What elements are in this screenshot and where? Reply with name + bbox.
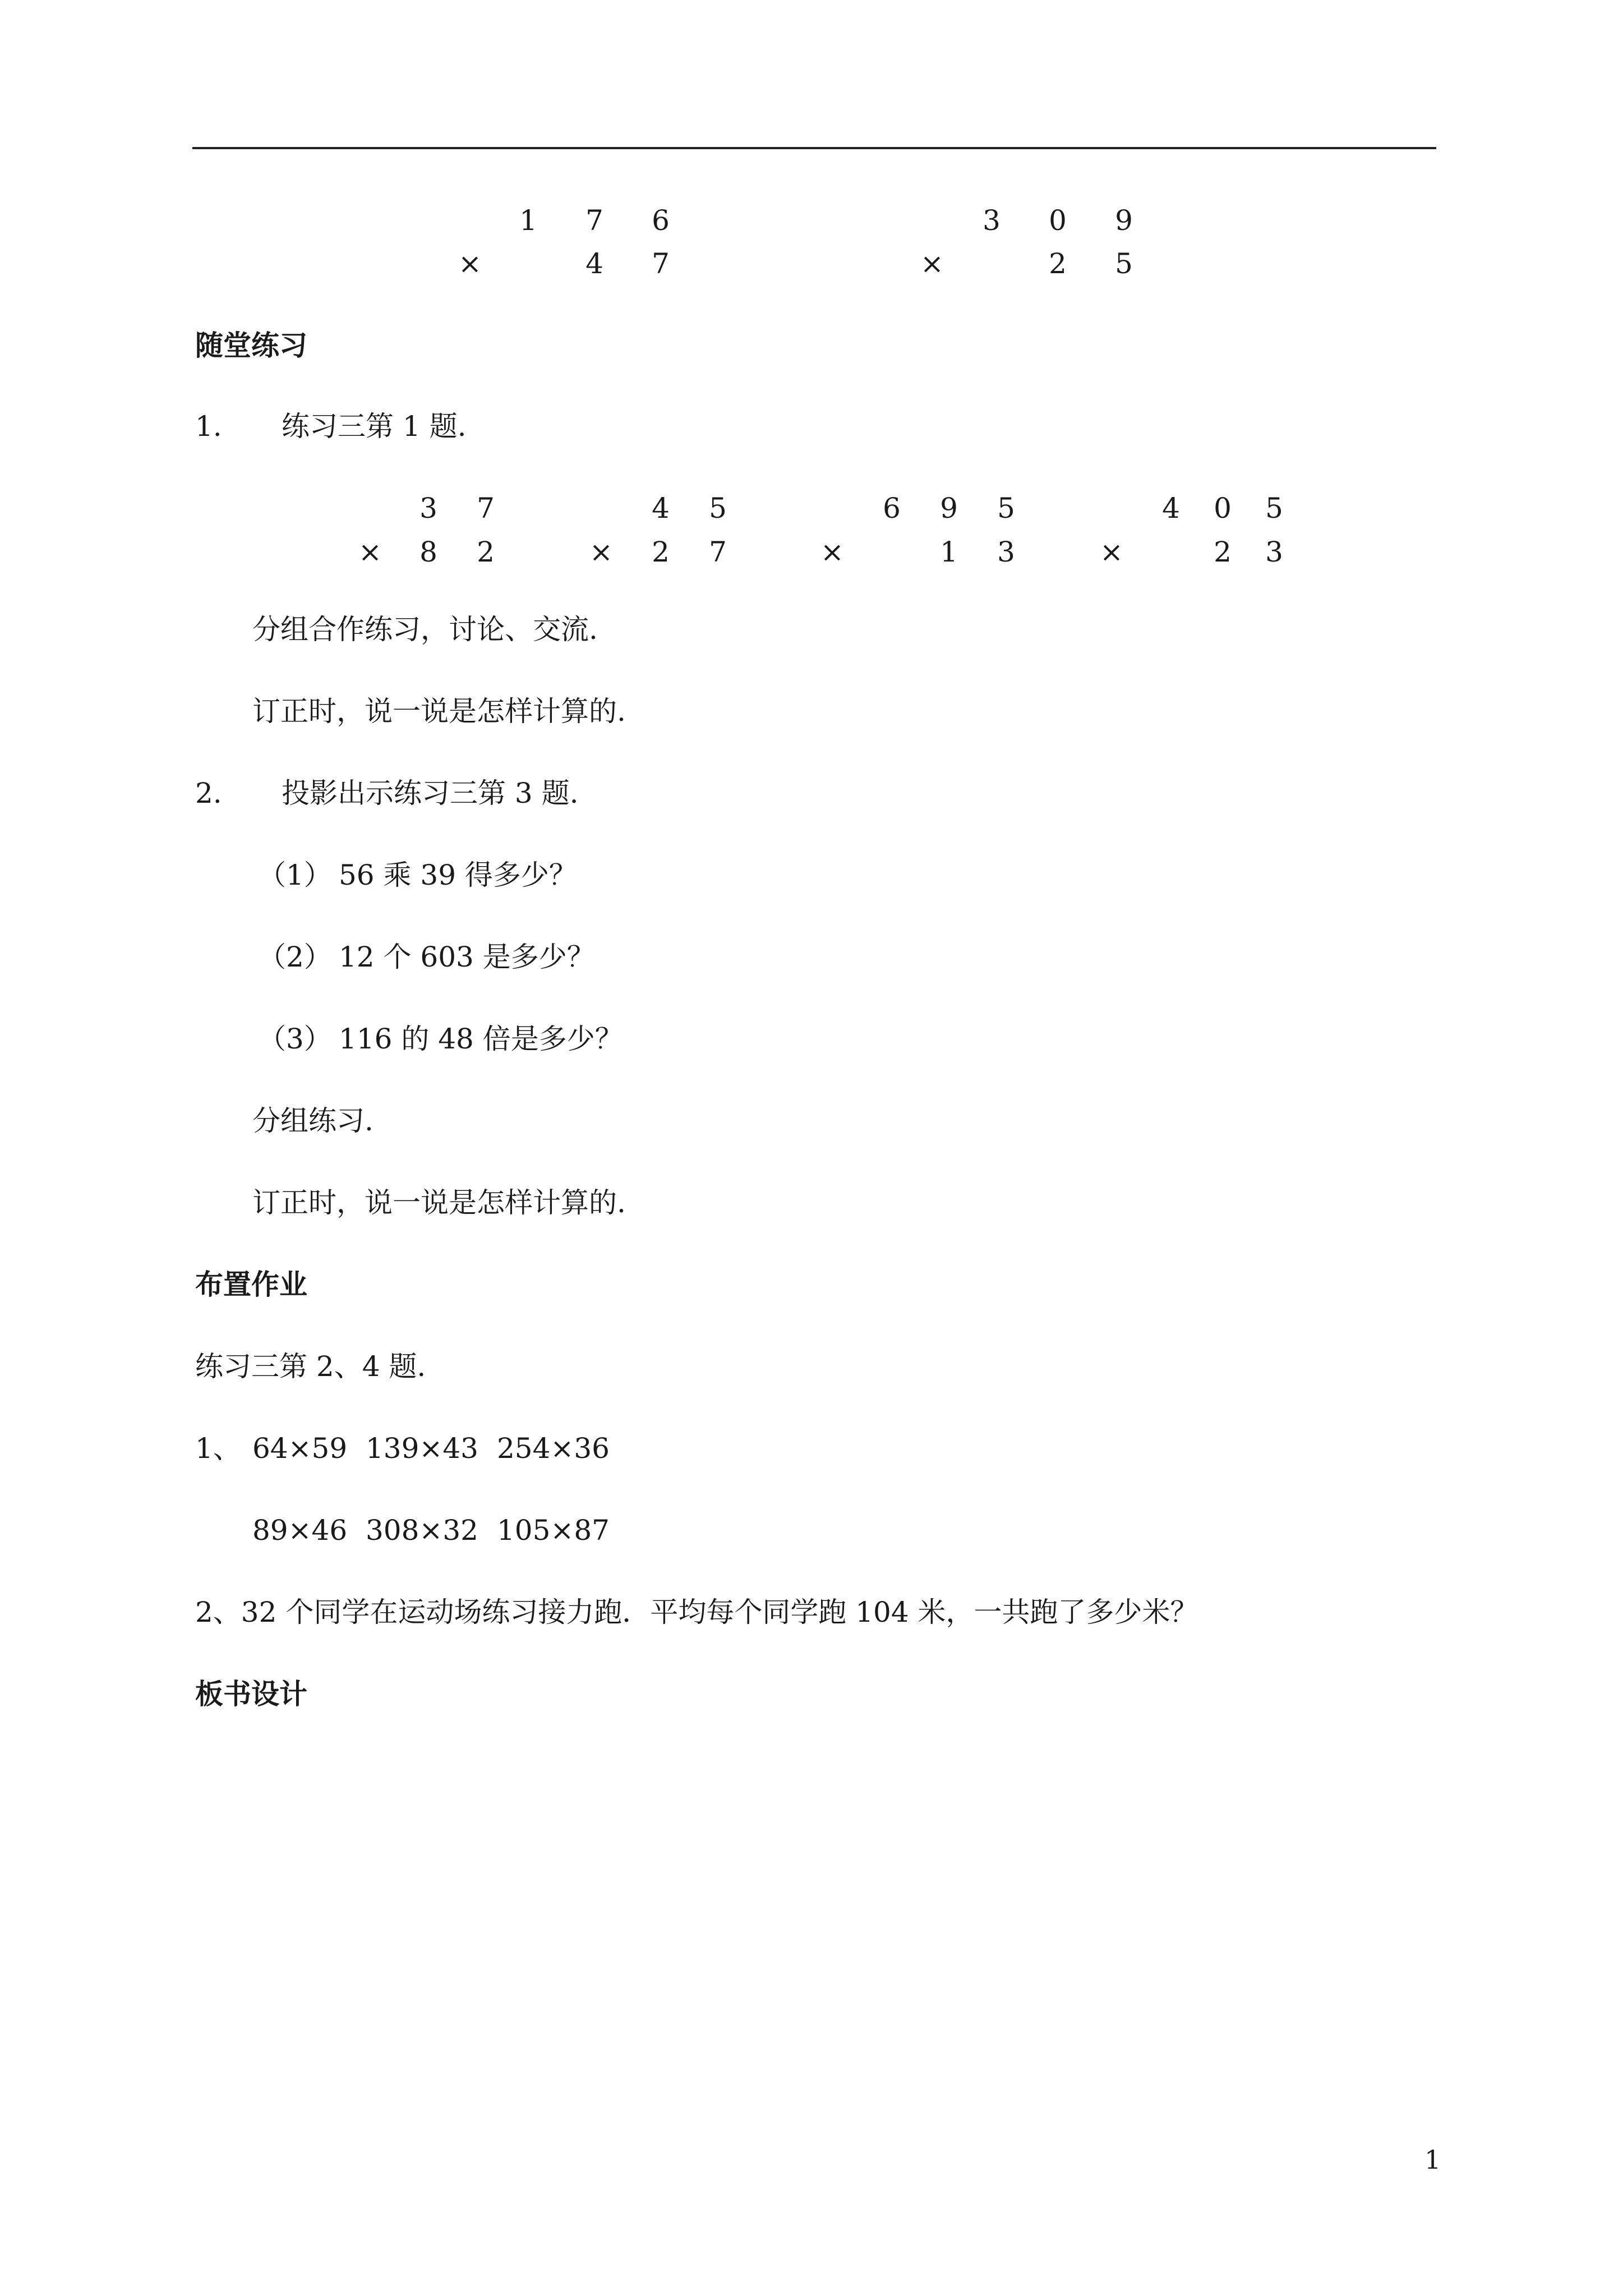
times-sign: × [920, 247, 944, 280]
digit: 2 [477, 536, 495, 568]
q2-item-1-label: （1） [258, 859, 332, 891]
digit: 4 [652, 492, 670, 524]
digit: 7 [709, 536, 727, 568]
digit: 2 [1049, 247, 1067, 280]
page-number: 1 [1424, 2145, 1441, 2175]
q2-note-group-practice: 分组练习. [252, 1105, 374, 1137]
digit: 4 [585, 247, 603, 280]
homework-1-expr: 105×87 [497, 1514, 610, 1547]
digit: 7 [477, 492, 495, 524]
digit: 3 [1265, 536, 1283, 568]
question-1-text: 练习三第 1 题. [282, 410, 467, 443]
digit: 0 [1214, 492, 1232, 524]
digit: 5 [1115, 247, 1133, 280]
digit: 1 [519, 204, 537, 237]
question-2-number: 2. [195, 777, 222, 809]
digit: 1 [940, 536, 958, 568]
times-sign: × [458, 247, 482, 280]
homework-1-expr: 254×36 [497, 1432, 610, 1465]
q2-item-3-text: 116 的 48 倍是多少？ [339, 1023, 623, 1055]
digit: 3 [983, 204, 1000, 237]
homework-1-expr: 64×59 [252, 1432, 348, 1465]
digit: 6 [652, 204, 670, 237]
digit: 9 [1115, 204, 1133, 237]
section-title-board-design: 板书设计 [195, 1677, 307, 1710]
digit: 0 [1049, 204, 1067, 237]
homework-1-expr: 89×46 [252, 1514, 348, 1547]
q1-note-correction: 订正时，说一说是怎样计算的. [252, 695, 626, 728]
times-sign: × [1100, 536, 1123, 568]
homework-1-expr: 308×32 [366, 1514, 478, 1547]
digit: 8 [419, 536, 437, 568]
q2-item-2-text: 12 个 603 是多少？ [339, 941, 595, 973]
header-rule [192, 147, 1436, 149]
q1-note-group-practice: 分组合作练习，讨论、交流. [252, 613, 598, 646]
q2-item-1-text: 56 乘 39 得多少？ [339, 859, 577, 891]
digit: 2 [1214, 536, 1232, 568]
homework-assignment: 练习三第 2、4 题. [195, 1350, 426, 1383]
q2-note-correction: 订正时，说一说是怎样计算的. [252, 1186, 626, 1219]
homework-1-label: 1、 [195, 1432, 241, 1465]
digit: 3 [419, 492, 437, 524]
times-sign: × [358, 536, 382, 568]
digit: 9 [940, 492, 958, 524]
section-title-homework: 布置作业 [195, 1268, 307, 1301]
times-sign: × [820, 536, 844, 568]
section-title-practice: 随堂练习 [195, 329, 307, 362]
digit: 4 [1162, 492, 1180, 524]
digit: 5 [1265, 492, 1283, 524]
homework-1-expr: 139×43 [366, 1432, 478, 1465]
q2-item-2-label: （2） [258, 941, 332, 973]
q2-item-3-label: （3） [258, 1023, 332, 1055]
digit: 5 [709, 492, 727, 524]
digit: 7 [652, 247, 670, 280]
digit: 5 [997, 492, 1015, 524]
digit: 6 [883, 492, 901, 524]
homework-2-text: 2、32 个同学在运动场练习接力跑．平均每个同学跑 104 米，一共跑了多少米？ [195, 1596, 1198, 1628]
times-sign: × [589, 536, 613, 568]
digit: 3 [997, 536, 1015, 568]
question-1-number: 1. [195, 410, 222, 443]
digit: 7 [585, 204, 603, 237]
digit: 2 [652, 536, 670, 568]
question-2-text: 投影出示练习三第 3 题. [282, 777, 579, 809]
